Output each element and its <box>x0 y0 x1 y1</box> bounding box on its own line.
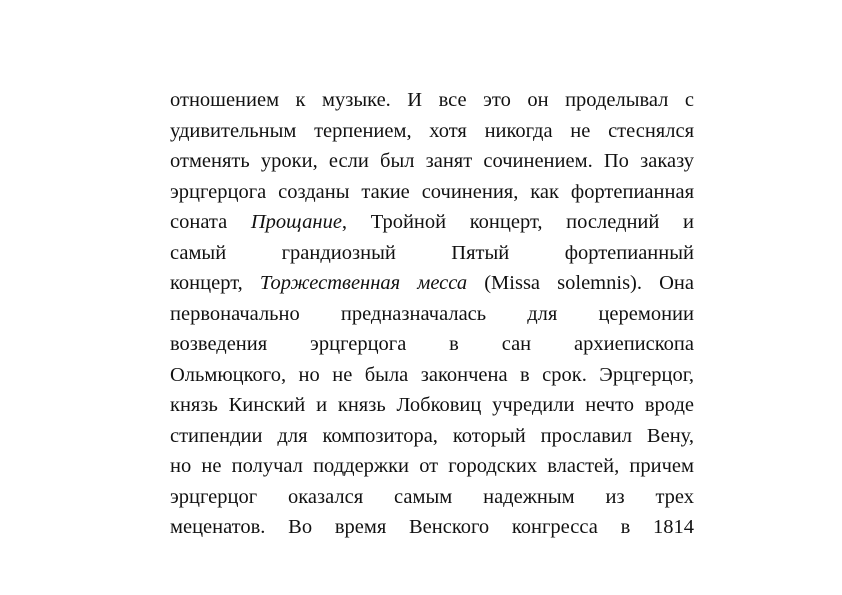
text-line <box>170 329 694 360</box>
text-run: эрцгерцога созданы такие сочинения, как фортепианная <box>170 180 694 203</box>
text-run: но не получал поддержки от городских властей, причем <box>170 455 694 477</box>
text-line <box>170 268 694 299</box>
text-line <box>170 421 694 452</box>
text-line <box>170 116 694 147</box>
text-line <box>170 85 694 116</box>
text-run: стипендии для композитора, который прославил Вену, <box>170 424 694 447</box>
text-line <box>170 360 694 391</box>
text-run: (Missa solemnis). Она <box>467 272 694 294</box>
text-line <box>170 482 694 513</box>
text-run: отменять уроки, если был занят сочинением. По заказу <box>170 150 694 172</box>
text-run: Ольмюцкого, но не была закончена в срок. Эрцгерцог, <box>170 363 694 386</box>
text-line <box>170 238 694 269</box>
italic-title: Торжественная месса <box>259 272 468 294</box>
text-run: самый грандиозный Пятый фортепианный <box>170 241 694 264</box>
text-run: меценатов. Во время Венского конгресса в 1814 <box>170 516 694 538</box>
text-run: эрцгерцог оказался самым надежным из трех <box>170 485 694 508</box>
text-run: концерт, <box>170 272 260 294</box>
text-line <box>170 451 694 482</box>
text-line <box>170 146 694 177</box>
text-run: первоначально предназначалась для церемонии <box>170 302 694 325</box>
text-line <box>170 299 694 330</box>
text-line <box>170 512 694 543</box>
italic-title: Прощание <box>250 211 342 233</box>
text-line <box>170 390 694 421</box>
text-line <box>170 177 694 208</box>
text-run: князь Кинский и князь Лобковиц учредили нечто вроде <box>170 394 694 416</box>
body-text <box>170 85 694 543</box>
text-run: возведения эрцгерцога в сан архиепископа <box>170 333 694 355</box>
text-run: отношением к музыке. И все это он проделывал с <box>170 89 694 111</box>
text-run: соната <box>170 211 251 233</box>
text-run: , Тройной концерт, последний и <box>341 211 694 233</box>
text-line <box>170 207 694 238</box>
text-run: удивительным терпением, хотя никогда не стеснялся <box>170 119 694 142</box>
